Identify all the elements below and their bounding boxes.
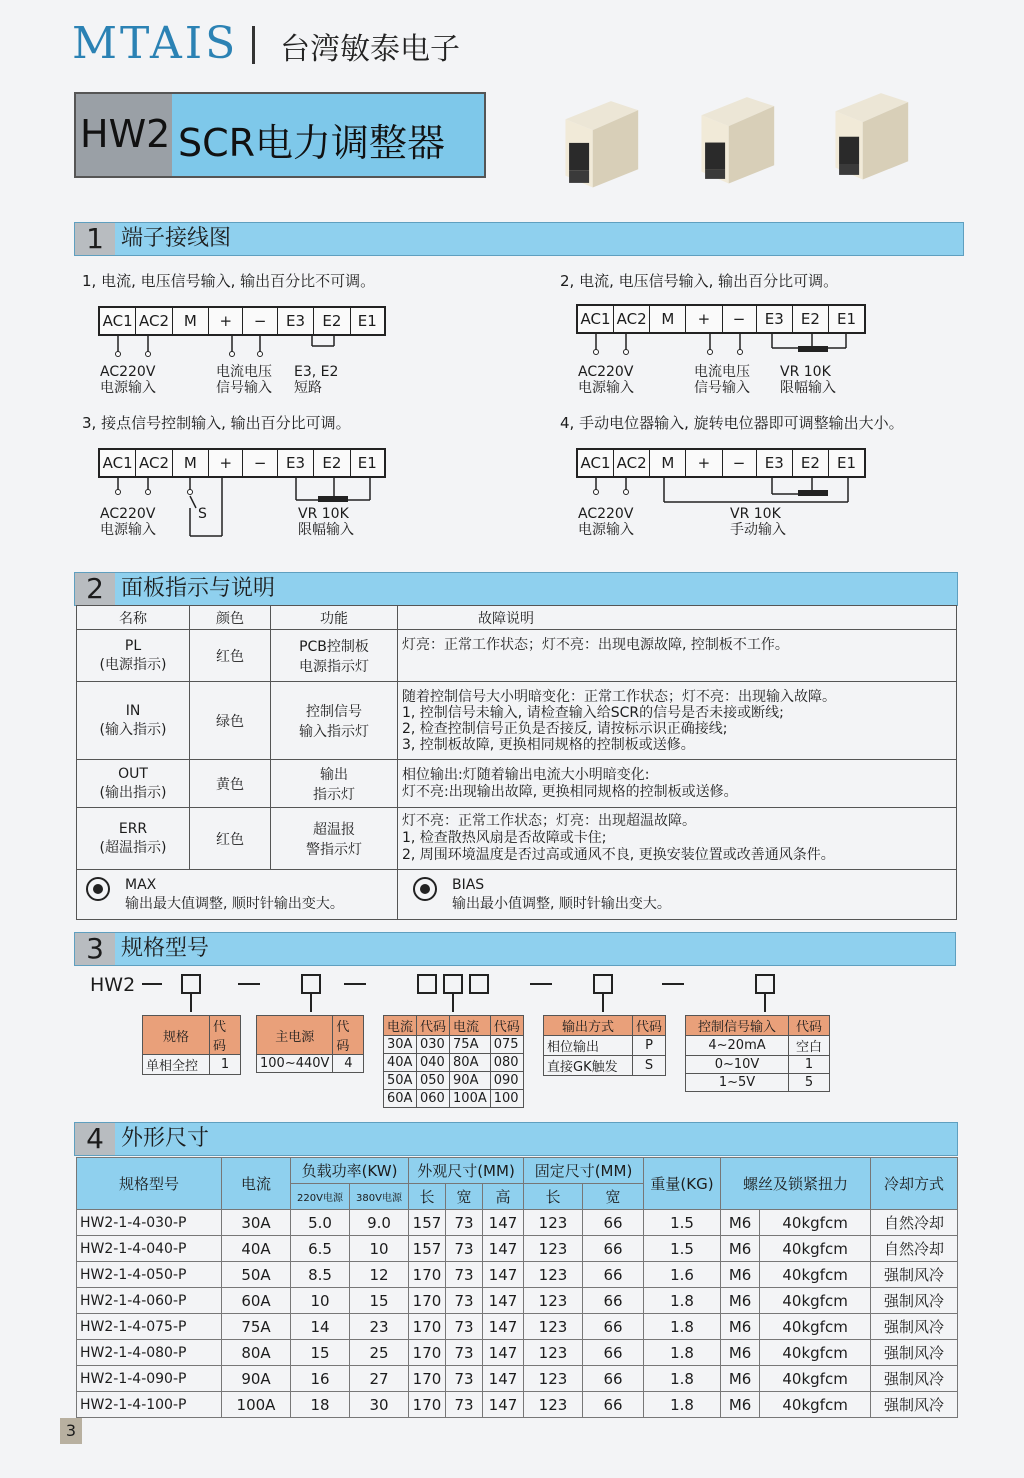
table-cell: 66 [583,1366,644,1392]
table-cell: 10 [291,1288,350,1314]
wiring-label: VR 10K 限幅输入 [780,364,836,396]
table-cell: 1.8 [644,1366,721,1392]
terminal-e3: E3 [757,306,793,332]
table-cell: 147 [483,1262,524,1288]
table-cell: 40kgfcm [760,1340,871,1366]
col-header: 故障说明 [398,606,957,630]
model-code-line: HW2 [90,974,136,996]
wiring-label: AC220V 电源输入 [578,506,634,538]
table-cell: 40kgfcm [760,1392,871,1418]
table-cell: 自然冷却 [871,1210,958,1236]
wiring-caption-4: 4, 手动电位器输入, 旋转电位器即可调整输出大小。 [560,414,904,432]
table-cell: 147 [483,1366,524,1392]
page-title: SCR电力调整器 [178,121,446,165]
table-cell: 66 [583,1288,644,1314]
table-cell: 27 [350,1366,409,1392]
terminal-e1: E1 [357,454,377,472]
terminal-e2: E2 [793,306,829,332]
signal-code-table: 控制信号输入 代码 4~20mA 空白 0~10V 1 1~5V 5 [685,1015,830,1092]
terminal-minus: − [723,306,757,332]
wiring-caption-1: 1, 电流, 电压信号输入, 输出百分比不可调。 [82,272,376,290]
wiring-lines-1 [98,336,388,366]
section-header-panel [74,572,958,606]
table-row [77,1236,958,1262]
table-cell: 73 [446,1236,483,1262]
wiring-label: 电流电压 信号输入 [694,364,750,396]
terminal-block-1 [98,306,386,336]
col-header: 颜色 [190,606,271,630]
terminal-ac2: AC2 [614,306,650,332]
wiring-label: AC220V 电源输入 [578,364,634,396]
table-cell: HW2-1-4-030-P [77,1210,222,1236]
table-cell: 1.8 [644,1314,721,1340]
page-number: 3 [60,1418,82,1444]
terminal-block-3 [98,448,386,478]
table-cell: 157 [409,1236,446,1262]
company-name: 台湾敏泰电子 [280,32,460,67]
terminal-e2: E2 [314,450,350,476]
table-cell: 自然冷却 [871,1236,958,1262]
table-cell: 100A [222,1392,291,1418]
section-header-spec [74,932,956,966]
switch-label: S [198,506,207,522]
table-cell: M6 [721,1288,760,1314]
table-row: IN (输入指示) 绿色 控制信号 输入指示灯 随着控制信号大小明暗变化：正常工作状态；灯不亮：出现输入故障。 1, 控制信号未输入, 请检查输入给SCR的信号是否未接或断线; 2, 检查控制信号正负是否接反, 请按标示识正确接线; 3, 控制板故障, 更换相同规格的控制板或送修。 [77,682,957,760]
knob-icon [85,876,111,906]
terminal-ac1: AC1 [100,308,136,334]
table-cell: HW2-1-4-075-P [77,1314,222,1340]
table-cell: 73 [446,1262,483,1288]
table-cell: 147 [483,1210,524,1236]
table-cell: 23 [350,1314,409,1340]
col-header: 名称 [77,606,190,630]
table-cell: 123 [524,1236,583,1262]
wiring-label: VR 10K 手动输入 [730,506,786,538]
table-row: ERR (超温指示) 红色 超温报 警指示灯 灯不亮：正常工作状态；灯亮：出现超温故障。 1, 检查散热风扇是否故障或卡住; 2, 周围环境温度是否过高或通风不良, 更换安装位置或改善通风条件。 [77,808,957,870]
table-cell: 1.8 [644,1288,721,1314]
table-cell: 15 [291,1340,350,1366]
table-row [77,1262,958,1288]
table-cell: 170 [409,1340,446,1366]
terminal-ac2: AC2 [136,450,172,476]
table-cell: 170 [409,1366,446,1392]
dimensions-table: 规格型号 电流 负载功率(KW) 外观尺寸(MM) 固定尺寸(MM) 重量(KG) 螺丝及锁紧扭力 冷却方式 220V电源 380V电源 长 宽 高 长 宽 HW2-1-4-030-P 30A 5.0 9.0 157 73 147 123 66 1.5 M6 40kgfcm 自然冷却 HW2-1-4-040-P 40A 6.5 10 157 73 147 123 66 1.5 M6 40kgfcm 自然冷却 HW2-1-4-050-P 50A 8.5 12 170 73 147 123 66 1.6 M6 40kgfcm 强制风冷 HW2-1-4-060-P 60A 10 15 170 73 147 123 66 1.8 M6 40kgfcm 强制风冷 HW2-1-4-075-P 75A 14 23 170 73 147 123 66 1.8 M6 40kgfcm 强制风冷 HW2-1-4-080-P 80A 15 25 170 73 147 123 66 1.8 M6 40kgfcm 强制风冷 HW2-1-4-090-P 90A 16 27 170 73 147 123 66 1.8 M6 40kgfcm 强制风冷 HW2-1-4-100-P 100A 18 30 170 73 147 123 66 1.8 M6 40kgfcm 强制风冷 [76,1157,958,1418]
output-code-table: 输出方式 代码 相位输出 P 直接GK触发 S [543,1015,666,1076]
terminal-m: M [173,308,209,334]
section-title: 外形尺寸 [121,1126,210,1151]
terminal-e1: E1 [836,454,856,472]
terminal-m: M [173,450,209,476]
product-image [688,88,784,188]
table-cell: 123 [524,1340,583,1366]
table-cell: 40kgfcm [760,1262,871,1288]
table-cell: 73 [446,1210,483,1236]
table-cell: 60A [222,1288,291,1314]
terminal-plus: + [209,308,243,334]
product-image [822,84,918,184]
table-cell: M6 [721,1262,760,1288]
table-cell: 123 [524,1314,583,1340]
table-cell: M6 [721,1314,760,1340]
table-cell: 40A [222,1236,291,1262]
table-cell: 25 [350,1340,409,1366]
table-cell: M6 [721,1236,760,1262]
terminal-ac2: AC2 [136,308,172,334]
table-cell: 123 [524,1288,583,1314]
table-row: OUT (输出指示) 黄色 输出 指示灯 相位输出:灯随着输出电流大小明暗变化: 灯不亮:出现输出故障, 更换相同规格的控制板或送修。 [77,760,957,808]
table-cell: 1.5 [644,1210,721,1236]
terminal-e3: E3 [757,450,793,476]
table-cell: 14 [291,1314,350,1340]
table-cell: 66 [583,1340,644,1366]
terminal-plus: + [686,450,722,476]
terminal-ac2: AC2 [614,450,650,476]
terminal-minus: − [243,308,277,334]
section-number: 1 [75,223,115,255]
section-number: 2 [75,573,115,605]
table-cell: 40kgfcm [760,1288,871,1314]
table-cell: 66 [583,1262,644,1288]
section-title: 面板指示与说明 [121,576,276,601]
terminal-e2: E2 [793,450,829,476]
terminal-e3: E3 [278,308,314,334]
table-cell: 8.5 [291,1262,350,1288]
wiring-lines-2 [576,334,868,364]
table-row [77,1366,958,1392]
table-cell: 1.6 [644,1262,721,1288]
table-row: MAX 输出最大值调整, 顺时针输出变大。 BIAS 输出最小值调整, 顺时针输出变大。 [77,870,957,920]
panel-indicator-table [76,605,957,920]
current-code-table: 电流 代码 电流 代码 30A 030 75A 075 40A 040 80A 080 50A 050 90A 090 60A 060 100A 100 [383,1015,524,1108]
table-cell: HW2-1-4-100-P [77,1392,222,1418]
table-cell: 170 [409,1288,446,1314]
table-cell: 10 [350,1236,409,1262]
wiring-label: VR 10K 限幅输入 [298,506,354,538]
table-cell: 40kgfcm [760,1366,871,1392]
table-cell: 40kgfcm [760,1236,871,1262]
table-cell: 66 [583,1314,644,1340]
table-cell: 1.5 [644,1236,721,1262]
table-cell: 1.8 [644,1392,721,1418]
table-cell: 170 [409,1392,446,1418]
table-cell: 73 [446,1366,483,1392]
table-cell: 147 [483,1340,524,1366]
wiring-label: AC220V 电源输入 [100,364,156,396]
table-cell: 123 [524,1210,583,1236]
table-cell: 40kgfcm [760,1210,871,1236]
col-header: 功能 [271,606,398,630]
table-cell: 15 [350,1288,409,1314]
table-cell: HW2-1-4-080-P [77,1340,222,1366]
table-cell: 强制风冷 [871,1262,958,1288]
table-cell: 75A [222,1314,291,1340]
table-cell: 30 [350,1392,409,1418]
table-cell: 强制风冷 [871,1366,958,1392]
table-cell: 6.5 [291,1236,350,1262]
terminal-plus: + [686,306,722,332]
brand-divider [252,26,255,64]
table-cell: 40kgfcm [760,1314,871,1340]
product-image [552,92,648,192]
title-model: HW2 [80,112,171,156]
wiring-label: 电流电压 信号输入 [216,364,272,396]
wiring-caption-3: 3, 接点信号控制输入, 输出百分比可调。 [82,414,351,432]
table-cell: 90A [222,1366,291,1392]
spec-code-table: 规格 代码 单相全控 1 [142,1015,241,1075]
table-cell: 30A [222,1210,291,1236]
section-header-dimensions [74,1122,958,1156]
terminal-ac1: AC1 [578,450,614,476]
table-cell: 147 [483,1314,524,1340]
terminal-block-4 [576,448,866,478]
table-cell: 16 [291,1366,350,1392]
table-cell: 强制风冷 [871,1314,958,1340]
table-cell: 123 [524,1392,583,1418]
table-row [77,1314,958,1340]
terminal-m: M [650,450,686,476]
section-title: 端子接线图 [121,226,232,251]
table-cell: 66 [583,1236,644,1262]
section-number: 4 [75,1123,115,1155]
wiring-label: AC220V 电源输入 [100,506,156,538]
terminal-block-2 [576,304,866,334]
terminal-m: M [650,306,686,332]
table-cell: 157 [409,1210,446,1236]
terminal-plus: + [209,450,243,476]
terminal-e2: E2 [314,308,350,334]
table-cell: 强制风冷 [871,1392,958,1418]
table-cell: 5.0 [291,1210,350,1236]
model-code-brackets [140,972,790,1016]
table-cell: 80A [222,1340,291,1366]
table-cell: 73 [446,1340,483,1366]
table-cell: 强制风冷 [871,1340,958,1366]
table-row: PL (电源指示) 红色 PCB控制板 电源指示灯 灯亮：正常工作状态；灯不亮：出现电源故障, 控制板不工作。 [77,630,957,682]
table-cell: M6 [721,1210,760,1236]
table-cell: M6 [721,1392,760,1418]
terminal-minus: − [723,450,757,476]
terminal-ac1: AC1 [578,306,614,332]
terminal-e1: E1 [357,312,377,330]
table-cell: 50A [222,1262,291,1288]
section-title: 规格型号 [121,936,210,961]
table-cell: 66 [583,1210,644,1236]
table-cell: 18 [291,1392,350,1418]
table-cell: 123 [524,1262,583,1288]
table-cell: 170 [409,1314,446,1340]
knob-icon [412,876,438,906]
table-cell: 强制风冷 [871,1288,958,1314]
wiring-caption-2: 2, 电流, 电压信号输入, 输出百分比可调。 [560,272,839,290]
table-cell: 9.0 [350,1210,409,1236]
table-cell: 73 [446,1392,483,1418]
power-code-table: 主电源 代码 100~440V 4 [256,1015,364,1073]
brand-logo: MTAIS [72,18,239,69]
table-cell: 73 [446,1314,483,1340]
table-cell: HW2-1-4-060-P [77,1288,222,1314]
section-number: 3 [75,933,115,965]
table-cell: HW2-1-4-040-P [77,1236,222,1262]
terminal-ac1: AC1 [100,450,136,476]
table-row [77,1340,958,1366]
table-cell: 170 [409,1262,446,1288]
table-cell: HW2-1-4-090-P [77,1366,222,1392]
table-cell: 73 [446,1288,483,1314]
section-header-wiring [74,222,964,256]
table-row [77,1210,958,1236]
table-cell: 12 [350,1262,409,1288]
table-row [77,1392,958,1418]
terminal-e3: E3 [278,450,314,476]
table-cell: 147 [483,1236,524,1262]
table-cell: 66 [583,1392,644,1418]
table-cell: 123 [524,1366,583,1392]
wiring-label: E3, E2 短路 [294,364,339,396]
terminal-minus: − [243,450,277,476]
table-cell: 147 [483,1288,524,1314]
table-cell: M6 [721,1340,760,1366]
table-cell: 1.8 [644,1340,721,1366]
table-row [77,1288,958,1314]
table-cell: HW2-1-4-050-P [77,1262,222,1288]
terminal-e1: E1 [836,310,856,328]
table-cell: 147 [483,1392,524,1418]
table-cell: M6 [721,1366,760,1392]
